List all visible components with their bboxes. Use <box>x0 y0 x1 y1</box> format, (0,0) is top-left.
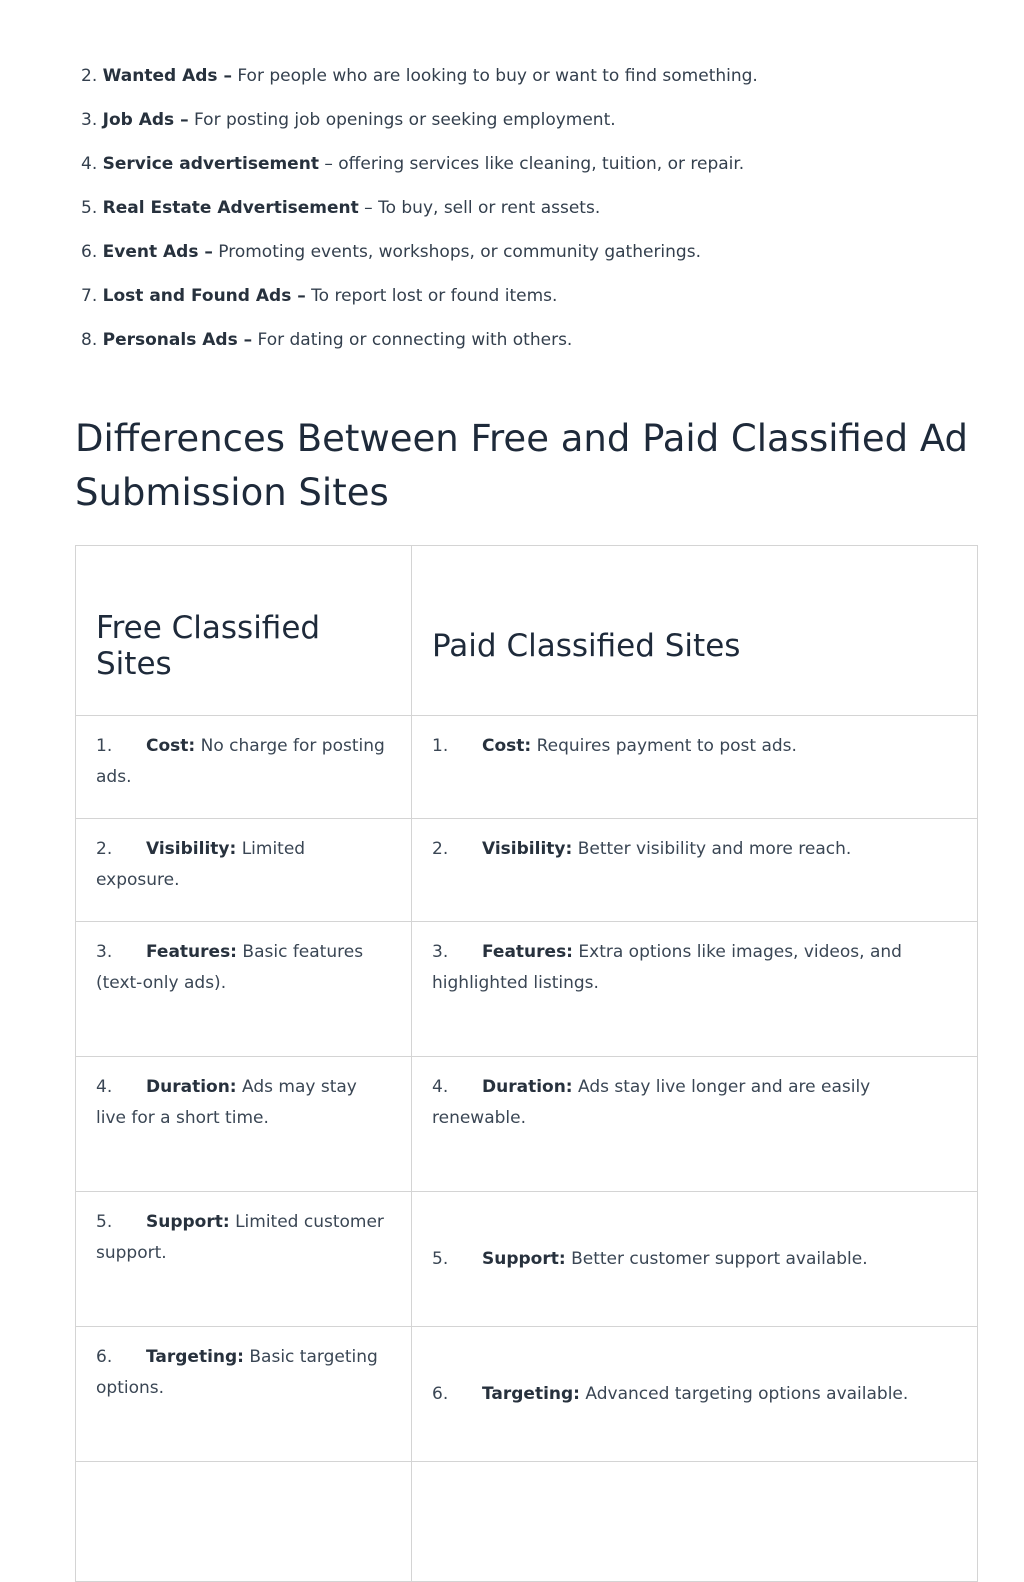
cell-paid: 2. Visibility: Better visibility and more reach. <box>412 819 978 922</box>
cell-paid: 1. Cost: Requires payment to post ads. <box>412 716 978 819</box>
list-item: 2. Wanted Ads – For people who are looking to buy or want to find something. <box>81 66 758 86</box>
list-item: 4. Service advertisement – offering services like cleaning, tuition, or repair. <box>81 154 745 174</box>
comparison-table-wrapper <box>75 545 978 1404</box>
cell-free: 4. Duration: Ads may stay live for a short time. <box>76 1057 412 1192</box>
table-row <box>76 922 978 1057</box>
table-row <box>76 819 978 922</box>
comparison-table <box>75 545 978 1582</box>
list-item: 8. Personals Ads – For dating or connecting with others. <box>81 330 573 350</box>
table-row <box>76 716 978 819</box>
table-row-partial <box>76 1462 978 1582</box>
cell-free: 6. Targeting: Basic targeting options. <box>76 1327 412 1462</box>
cell-paid: 5. Support: Better customer support available. <box>412 1192 978 1327</box>
cell-paid: 3. Features: Extra options like images, videos, and highlighted listings. <box>412 922 978 1057</box>
cell-paid: 4. Duration: Ads stay live longer and are easily renewable. <box>412 1057 978 1192</box>
cell-free: 3. Features: Basic features (text-only ads). <box>76 922 412 1057</box>
cell-free-empty <box>76 1462 412 1582</box>
table-row <box>76 1327 978 1462</box>
table-row <box>76 1192 978 1327</box>
table-header-row <box>76 546 978 716</box>
header-free: Free Classified Sites <box>76 546 412 716</box>
list-item: 5. Real Estate Advertisement – To buy, sell or rent assets. <box>81 198 601 218</box>
list-item: 7. Lost and Found Ads – To report lost or found items. <box>81 286 558 306</box>
ad-types-list <box>81 62 758 370</box>
cell-free: 1. Cost: No charge for posting ads. <box>76 716 412 819</box>
list-item: 3. Job Ads – For posting job openings or seeking employment. <box>81 110 616 130</box>
cell-paid: 6. Targeting: Advanced targeting options available. <box>412 1327 978 1462</box>
cell-paid-empty <box>412 1462 978 1582</box>
cell-free: 5. Support: Limited customer support. <box>76 1192 412 1327</box>
header-paid: Paid Classified Sites <box>412 546 978 716</box>
section-heading: Differences Between Free and Paid Classified Ad Submission Sites <box>75 417 969 514</box>
table-row <box>76 1057 978 1192</box>
cell-free: 2. Visibility: Limited exposure. <box>76 819 412 922</box>
list-item: 6. Event Ads – Promoting events, workshops, or community gatherings. <box>81 242 701 262</box>
